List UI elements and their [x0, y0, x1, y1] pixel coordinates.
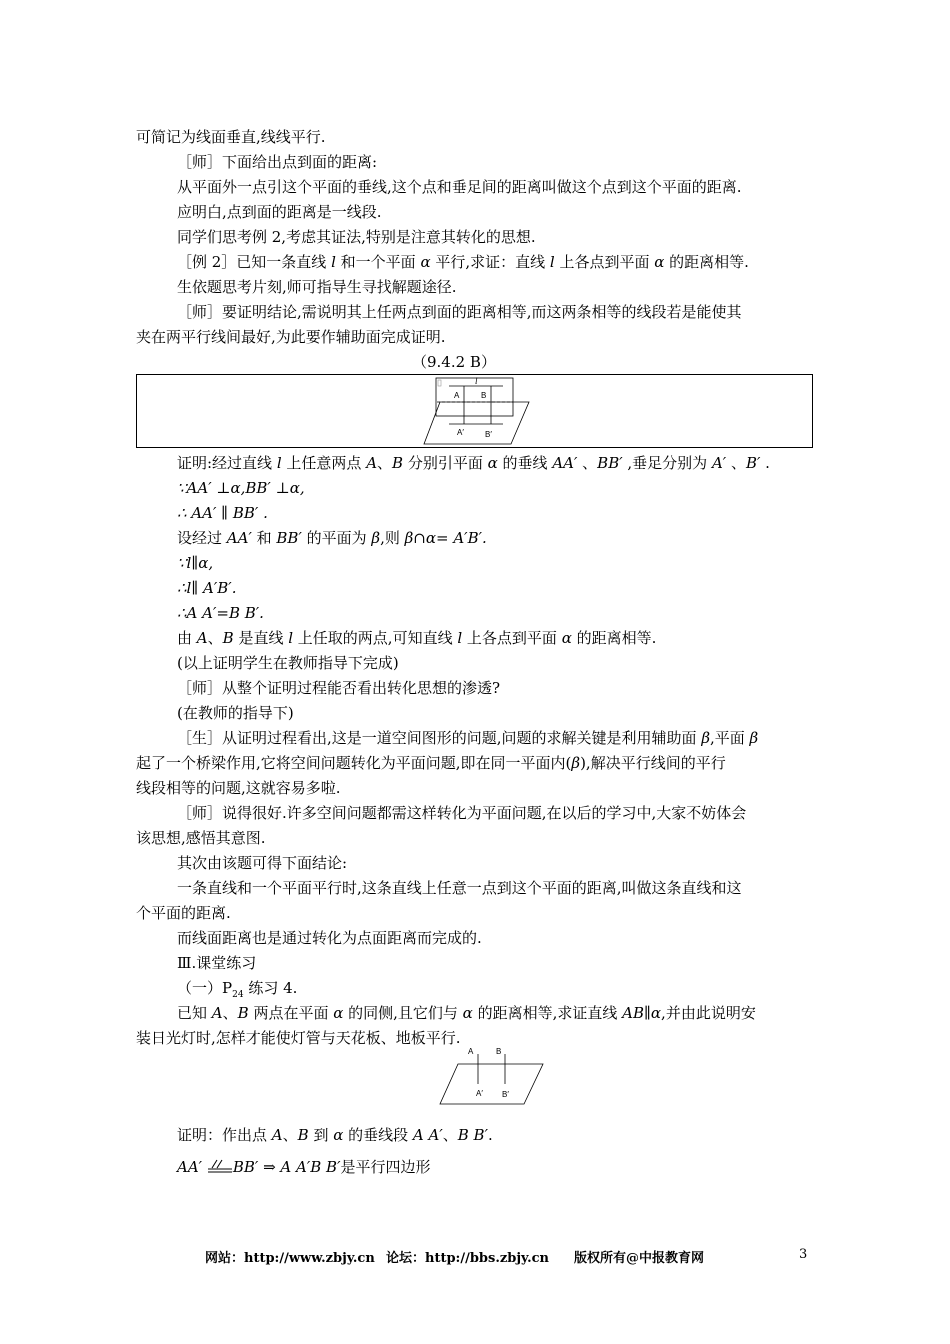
proof-line-6: ∴l∥ A′B′. — [177, 579, 237, 597]
math: AA′ — [177, 1158, 203, 1176]
text: 上各点到平面 — [462, 629, 562, 647]
line-11: (在教师的指导下) — [177, 704, 294, 722]
parallel-equal-icon — [207, 1159, 233, 1177]
text: 和 — [251, 529, 277, 547]
label-b-prime: B′ — [485, 430, 492, 439]
math: α — [462, 1004, 473, 1022]
math: B — [297, 1126, 309, 1144]
line-13 — [136, 752, 726, 774]
math: α — [420, 253, 431, 271]
proof-line-2: ∵AA′ ⊥α,BB′ ⊥α, — [177, 479, 305, 497]
label-b-prime: B′ — [502, 1090, 509, 1099]
math: α — [654, 253, 665, 271]
line-15: ［师］说得很好.许多空间问题都需这样转化为平面问题,在以后的学习中,大家不妨体会 — [177, 804, 747, 822]
line-16: 该思想,感悟其意图. — [136, 829, 266, 847]
line-14: 线段相等的问题,这就容易多啦. — [136, 779, 341, 797]
text: ［生］从证明过程看出,这是一道空间图形的问题,问题的求解关键是利用辅助面 — [177, 729, 702, 747]
label-a: A — [454, 391, 460, 400]
math: α — [487, 454, 498, 472]
text: 由 — [177, 629, 197, 647]
math: BB′ — [232, 1158, 259, 1176]
text: 分别引平面 — [403, 454, 488, 472]
math: l — [288, 629, 294, 647]
math: α — [333, 1004, 344, 1022]
line-20: 而线面距离也是通过转化为点面距离而完成的. — [177, 929, 482, 947]
line-4: 应明白,点到面的距离是一线段. — [177, 203, 382, 221]
line-24: 装日光灯时,怎样才能使灯管与天花板、地板平行. — [136, 1029, 461, 1047]
math: BB′ — [597, 454, 623, 472]
math: B — [222, 629, 234, 647]
line-8: ［师］要证明结论,需说明其上任两点到面的距离相等,而这两条相等的线段若是能使其 — [177, 303, 742, 321]
math: α — [561, 629, 572, 647]
math: A′ — [711, 454, 727, 472]
math: B′ — [745, 454, 761, 472]
subscript: 24 — [232, 990, 244, 1000]
text: 练习 4. — [243, 979, 298, 997]
math: ⇒ A A′B B′ — [263, 1158, 341, 1176]
line-23 — [177, 1002, 756, 1024]
line-3: 从平面外一点引这个平面的垂线,这个点和垂足间的距离叫做这个点到这个平面的距离. — [177, 178, 742, 196]
line-12 — [177, 727, 758, 749]
math: A — [211, 1004, 223, 1022]
text: 、 — [577, 454, 598, 472]
page-number: 3 — [799, 1247, 808, 1262]
text: 的平面为 — [301, 529, 372, 547]
text: 的距离相等,求证直线 — [472, 1004, 623, 1022]
text: 、 — [442, 1126, 458, 1144]
text: 的距离相等. — [571, 629, 657, 647]
line-7: 生依题思考片刻,师可指导生寻找解题途径. — [177, 278, 457, 296]
text: ［例 2］已知一条直线 — [177, 253, 332, 271]
text: . — [760, 454, 770, 472]
math: l — [457, 629, 463, 647]
line-10: ［师］从整个证明过程能否看出转化思想的渗透? — [177, 679, 501, 697]
text: ,垂足分别为 — [622, 454, 712, 472]
text: 上任取的两点,可知直线 — [293, 629, 458, 647]
figure-2-diagram — [438, 1046, 558, 1106]
text: 和一个平面 — [335, 253, 421, 271]
footer-forum: 论坛：http://bbs.zbjy.cn — [386, 1251, 550, 1266]
text: 的距离相等. — [664, 253, 749, 271]
text: 的垂线 — [497, 454, 553, 472]
line-6 — [177, 251, 749, 273]
line-26 — [177, 1156, 431, 1178]
proof-line-1 — [177, 452, 770, 474]
math: A — [366, 454, 378, 472]
footer-copyright: 版权所有@中报教育网 — [574, 1251, 705, 1266]
math: AB∥α — [622, 1004, 662, 1022]
figure-box — [136, 374, 813, 448]
text: 是直线 — [233, 629, 289, 647]
line-19: 个平面的距离. — [136, 904, 231, 922]
proof-line-7: ∴A A′=B B′. — [177, 604, 264, 622]
text: 已知 — [177, 1004, 212, 1022]
text: 证明：作出点 — [177, 1126, 272, 1144]
math: l — [331, 253, 336, 271]
footer-site: 网站：http://www.zbjy.cn — [205, 1251, 375, 1266]
math: B — [237, 1004, 249, 1022]
text: 平行,求证：直线 — [430, 253, 550, 271]
section-heading: Ⅲ.课堂练习 — [177, 954, 257, 972]
figure-1-diagram — [137, 375, 812, 447]
math: A A′ — [412, 1126, 443, 1144]
math: AA′ — [552, 454, 578, 472]
math: α — [333, 1126, 344, 1144]
text: ,并由此说明安 — [661, 1004, 756, 1022]
text: 两点在平面 — [248, 1004, 334, 1022]
corner-mark — [438, 380, 441, 386]
text: 、 — [726, 454, 746, 472]
math: A — [271, 1126, 283, 1144]
text: 证明:经过直线 — [177, 454, 277, 472]
text: 、 — [222, 1004, 238, 1022]
text: 、 — [207, 629, 223, 647]
math: B B′ — [457, 1126, 488, 1144]
text: （一）P — [177, 979, 233, 997]
proof-line-9: (以上证明学生在教师指导下完成) — [177, 654, 399, 672]
math: β — [371, 529, 381, 547]
label-a-prime: A′ — [457, 428, 464, 437]
text: 的垂线段 — [343, 1126, 413, 1144]
math: AA′ — [226, 529, 252, 547]
math: l — [549, 253, 555, 271]
text: 上各点到平面 — [554, 253, 655, 271]
line-17: 其次由该题可得下面结论: — [177, 854, 348, 872]
parallel-equal-symbol — [207, 1159, 233, 1177]
math: A — [196, 629, 208, 647]
math: β — [571, 754, 581, 772]
text: ,则 — [380, 529, 405, 547]
proof-line-5: ∵l∥α, — [177, 554, 214, 572]
text: 到 — [308, 1126, 334, 1144]
line-25 — [177, 1124, 493, 1146]
proof-line-4 — [177, 527, 487, 549]
plane-alpha — [440, 1064, 543, 1104]
proof-line-8 — [177, 627, 656, 649]
text: 设经过 — [177, 529, 227, 547]
text: 、 — [377, 454, 393, 472]
label-a: A — [468, 1047, 474, 1056]
line-5: 同学们思考例 2,考虑其证法,特别是注意其转化的思想. — [177, 228, 536, 246]
math: BB′ — [276, 529, 302, 547]
line-1: 可简记为线面垂直,线线平行. — [136, 128, 326, 146]
math: β — [749, 729, 759, 747]
label-l: l — [475, 376, 478, 386]
text: . — [488, 1126, 493, 1144]
math: β∩α= — [404, 529, 449, 547]
math: β — [701, 729, 710, 747]
label-b: B — [481, 391, 487, 400]
text: ,平面 — [709, 729, 750, 747]
text: 的同侧,且它们与 — [343, 1004, 463, 1022]
math: l — [276, 454, 282, 472]
label-a-prime: A′ — [476, 1089, 483, 1098]
line-9: 夹在两平行线间最好,为此要作辅助面完成证明. — [136, 328, 446, 346]
line-18: 一条直线和一个平面平行时,这条直线上任意一点到这个平面的距离,叫做这条直线和这 — [177, 879, 742, 897]
text: 起了一个桥梁作用,它将空间问题转化为平面问题,即在同一平面内( — [136, 754, 572, 772]
figure-caption: （9.4.2 B） — [412, 353, 496, 371]
proof-line-3: ∴ AA′ ∥ BB′ . — [177, 504, 268, 522]
math: A′B′. — [448, 529, 487, 547]
text: 、 — [282, 1126, 298, 1144]
text: ),解决平行线间的平行 — [580, 754, 726, 772]
text: 是平行四边形 — [340, 1158, 431, 1176]
line-2: ［师］下面给出点到面的距离: — [177, 153, 378, 171]
math: B — [392, 454, 404, 472]
text: 上任意两点 — [281, 454, 367, 472]
label-b: B — [496, 1047, 502, 1056]
